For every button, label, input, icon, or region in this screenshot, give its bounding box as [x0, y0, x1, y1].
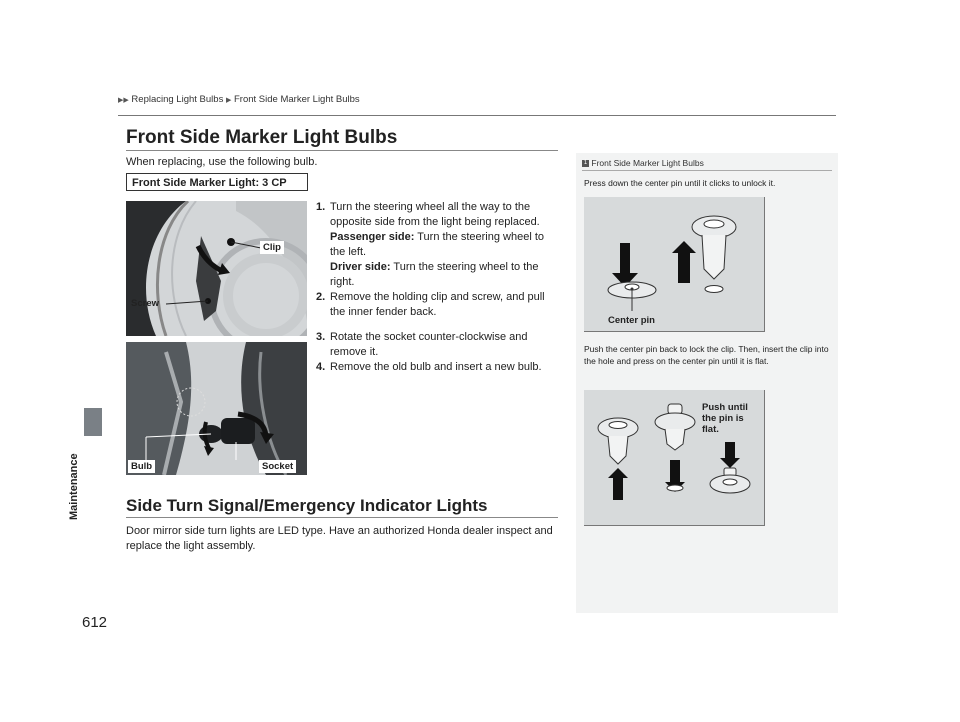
socket-label: Socket [259, 460, 296, 473]
note-icon: 1 [583, 160, 588, 167]
section-tab-marker [84, 408, 102, 436]
center-pin-label: Center pin [608, 315, 655, 326]
push-pin-label: Push until the pin is flat. [702, 402, 748, 435]
step-text: Remove the holding clip and screw, and pull the inner fender back. [330, 291, 545, 318]
step-item [312, 290, 562, 320]
socket-photo [126, 342, 307, 475]
socket-illustration [126, 342, 307, 475]
section-tab-label: Maintenance [68, 453, 80, 520]
step-number: 4. [316, 361, 326, 373]
step-text: Rotate the socket counter-clockwise and remove it. [330, 331, 528, 358]
note-heading-text[interactable]: Front Side Marker Light Bulbs [591, 158, 704, 168]
header-divider [118, 115, 836, 116]
driver-side-label: Driver side: [330, 261, 391, 273]
section-title: Front Side Marker Light Bulbs [126, 127, 398, 148]
passenger-side-text: Turn the steering wheel to the left. [330, 231, 545, 258]
intro-text: When replacing, use the following bulb. [126, 156, 318, 168]
note-heading [582, 158, 704, 168]
fender-illustration [126, 201, 307, 336]
driver-side-text: Turn the steering wheel to the right. [330, 261, 539, 288]
note-text: Push the center pin back to lock the clip. Then, insert the clip into the hole and press on the center pin until it is flat. [584, 344, 829, 366]
note-divider [582, 170, 832, 171]
step-number: 1. [316, 201, 326, 213]
step-text: Remove the old bulb and insert a new bulb. [330, 361, 542, 373]
bulb-label: Bulb [128, 460, 155, 473]
step-number: 3. [316, 331, 326, 343]
breadcrumb-parent[interactable]: Replacing Light Bulbs [131, 94, 224, 105]
step-text: Turn the steering wheel all the way to the opposite side from the light being replaced. [330, 201, 540, 228]
fender-photo [126, 201, 307, 336]
step-item [312, 360, 562, 375]
section-text: Door mirror side turn lights are LED type. Have an authorized Honda dealer inspect and replace the light assembly. [126, 525, 553, 552]
lock-diagram [584, 390, 765, 526]
unlock-diagram [584, 197, 765, 332]
section-title: Side Turn Signal/Emergency Indicator Lights [126, 496, 488, 515]
step-spacer [312, 320, 562, 330]
note-text: Press down the center pin until it clicks to unlock it. [584, 178, 776, 188]
bulb-spec-box: Front Side Marker Light: 3 CP [126, 173, 308, 191]
step-item [312, 200, 562, 290]
breadcrumb-current: Front Side Marker Light Bulbs [234, 94, 360, 105]
breadcrumb-arrow-icon: ▶▶ [118, 97, 129, 104]
step-item [312, 330, 562, 360]
screw-label: Screw [131, 298, 159, 309]
breadcrumb-arrow-icon: ▶ [225, 97, 232, 104]
passenger-side-label: Passenger side: [330, 231, 415, 243]
procedure-steps [312, 200, 562, 375]
step-number: 2. [316, 291, 326, 303]
clip-unlock-illustration [584, 197, 764, 331]
breadcrumb [118, 94, 360, 105]
page-number: 612 [82, 614, 108, 631]
title-divider [126, 150, 558, 151]
title-divider [126, 517, 558, 518]
clip-label: Clip [260, 241, 284, 254]
